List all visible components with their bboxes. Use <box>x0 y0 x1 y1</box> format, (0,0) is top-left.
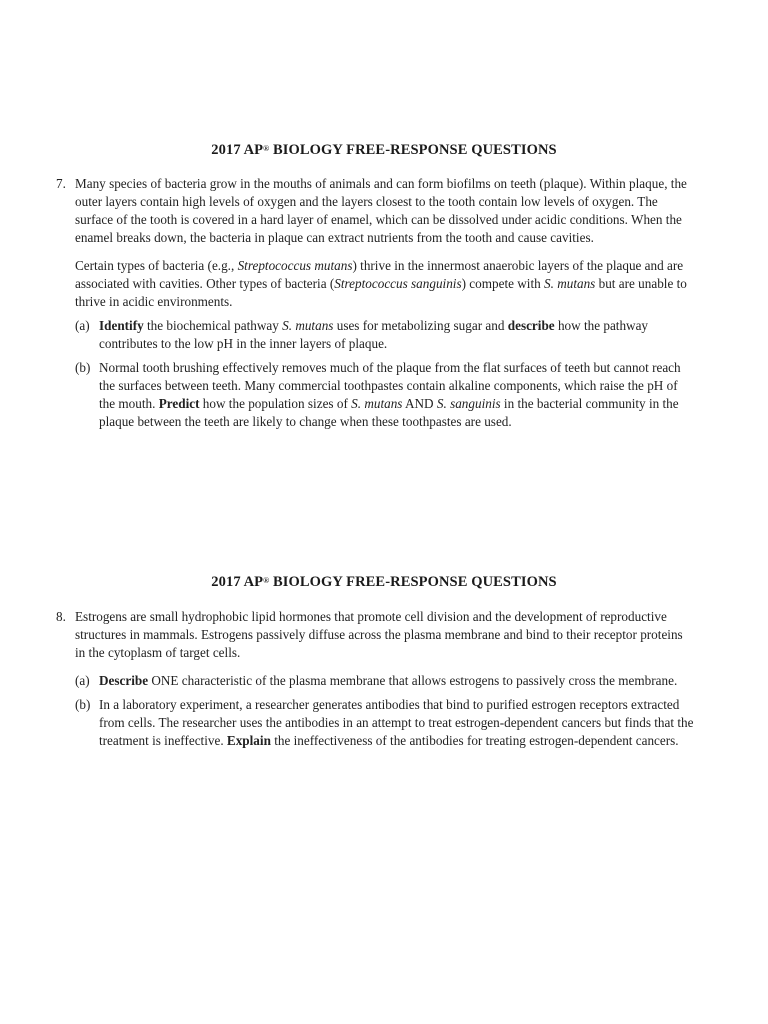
part-label: (a) <box>75 673 90 688</box>
heading-text: 2017 AP <box>211 142 264 158</box>
text-run: ) thrive in the innermost anaerobic layers of the plaque and are associated with cavities. Other types of bacteria ( <box>75 258 684 291</box>
heading-text: 2017 AP <box>211 574 264 590</box>
text-run: but are unable to thrive in acidic environments. <box>75 276 687 309</box>
text-run: Certain types of bacteria (e.g., <box>75 258 238 273</box>
part-label: (a) <box>75 318 90 333</box>
heading-text-rest: BIOLOGY FREE-RESPONSE QUESTIONS <box>269 142 557 158</box>
species-name: S. sanguinis <box>436 396 501 411</box>
part-a <box>75 672 695 690</box>
text-run: the ineffectiveness of the antibodies for treating estrogen-dependent cancers. <box>270 733 679 748</box>
question-intro: Many species of bacteria grow in the mouths of animals and can form biofilms on teeth (plaque). Within plaque, the outer layers contain high levels of oxygen and the layers closest to the tooth contain low levels of oxygen. The surface of the tooth is covered in a hard layer of enamel, which can be dissolved under acidic conditions. When the enamel breaks down, the bacteria in plaque can extract nutrients from the tooth and cause cavities. <box>75 176 687 245</box>
question-intro: Estrogens are small hydrophobic lipid hormones that promote cell division and the development of reproductive structures in mammals. Estrogens passively diffuse across the plasma membrane and bind to their receptor proteins in the cytoplasm of target cells. <box>75 609 683 660</box>
species-name: Streptococcus mutans <box>237 258 353 273</box>
task-verb: Predict <box>158 396 200 411</box>
part-b <box>75 359 695 431</box>
question-context <box>75 257 695 311</box>
task-verb: describe <box>507 318 555 333</box>
page-heading <box>0 139 768 161</box>
species-name: S. mutans <box>282 318 334 333</box>
text-run: ) compete with <box>461 276 545 291</box>
text-run: the biochemical pathway <box>143 318 283 333</box>
task-verb: Describe <box>99 673 149 688</box>
text-run: how the population sizes of <box>199 396 352 411</box>
part-b <box>75 696 695 750</box>
task-verb: Explain <box>226 733 271 748</box>
question-8-section <box>0 571 768 750</box>
species-name: S. mutans <box>351 396 403 411</box>
task-verb: Identify <box>99 318 144 333</box>
text-run: in the bacterial community in the plaque between the teeth are likely to change when these toothpastes are used. <box>99 396 679 429</box>
text-run: how the pathway contributes to the low pH in the inner layers of plaque. <box>99 318 649 351</box>
text-run: uses for metabolizing sugar and <box>333 318 508 333</box>
registered-mark: ® <box>263 144 270 153</box>
part-label: (b) <box>75 360 91 375</box>
text-run: Normal tooth brushing effectively removes much of the plaque from the flat surfaces of teeth but cannot reach the surfaces between teeth. Many commercial toothpastes contain alkaline components, which raise the pH of the mouth. <box>99 360 681 411</box>
text-run: In a laboratory experiment, a researcher generates antibodies that bind to purified estrogen receptors extracted from cells. The researcher uses the antibodies in an attempt to treat estrogen-dependent cancers but finds that the treatment is ineffective. <box>99 697 694 748</box>
text-run: ONE characteristic of the plasma membrane that allows estrogens to passively cross the membrane. <box>148 673 678 688</box>
heading-text-rest: BIOLOGY FREE-RESPONSE QUESTIONS <box>269 574 557 590</box>
text-run: AND <box>402 396 437 411</box>
page-heading <box>0 571 768 593</box>
part-label: (b) <box>75 697 91 712</box>
question-7-section <box>0 139 768 431</box>
part-a <box>75 317 695 353</box>
question-7 <box>56 175 695 431</box>
species-name: Streptococcus sanguinis <box>334 276 462 291</box>
species-name: S. mutans <box>544 276 596 291</box>
question-8 <box>56 608 695 750</box>
question-number: 7. <box>56 176 66 191</box>
registered-mark: ® <box>263 576 270 585</box>
question-number: 8. <box>56 609 66 624</box>
